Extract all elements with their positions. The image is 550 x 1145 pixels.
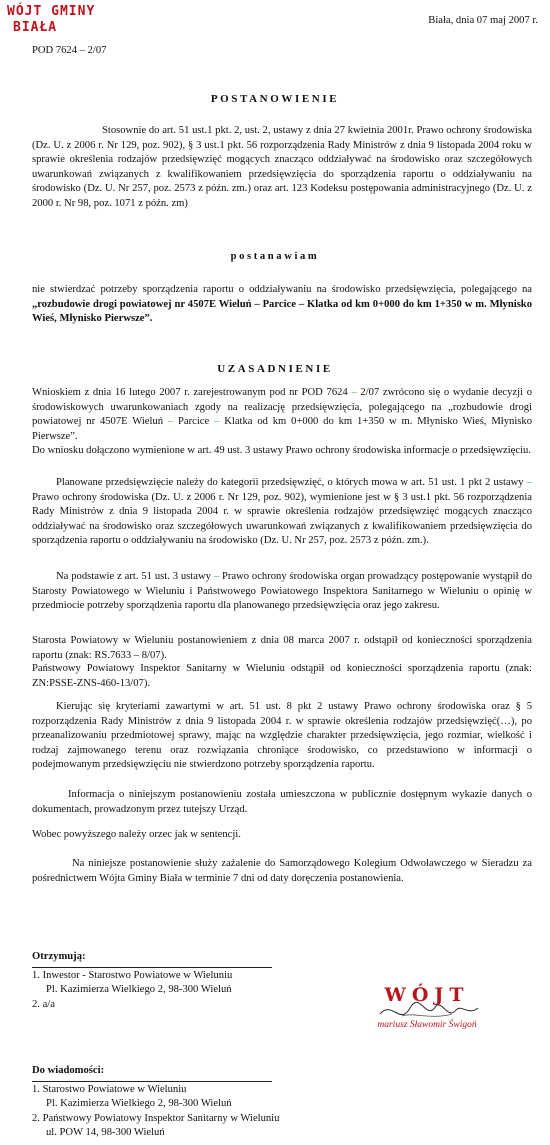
info-recipient-line: Pl. Kazimierza Wielkiego 2, 98-300 Wieluń [46, 1098, 232, 1109]
info-recipients-block [32, 1064, 279, 1141]
info-heading: Do wiadomości: [32, 1065, 105, 1076]
stamp-line-1: WÓJT GMINY [7, 4, 96, 19]
signature-name: mariusz Sławomir Świgoń [377, 1020, 477, 1030]
stamp-line-2: BIAŁA [13, 20, 58, 36]
p4-text-b: Prawo ochrony środowiska organ prowadzący postępowanie wystąpił do Starosty Powiatowego w Wieluniu i Państwowego Powiatowego Inspektora Sanitarnego w Wieluniu o opinię w przedmiocie potrzeby sporządzenia raportu dla planowanego przedsięwzięcia oraz jego zakresu. [32, 571, 532, 611]
document-title: POSTANOWIENIE [210, 93, 340, 105]
legal-basis-paragraph: Stosownie do art. 51 ust.1 pkt. 2, ust. 2, ustawy z dnia 27 kwietnia 2001r. Prawo ochrony środowiska (Dz. U. z 2006 r. Nr 129, poz. 902), § 3 ust.1 pkt. 56 rozporządzenia Rady Ministrów z dnia 9 listopada 2004 roku w sprawie określenia rodzajów przedsięwzięć mogących znacząco oddziaływać na środowisko oraz szczegółowych uwarunkowań związanych z kwalifikowaniem przedsięwzięcia do sporządzenia raportu o oddziaływaniu na środowisko (Dz. U. Nr 257, poz. 2573 z późn. zm.) oraz art. 123 Kodeksu postępowania administracyjnego (Dz. U. z 2000 r. Nr 98, poz. 1071 z późn. zm) [32, 125, 532, 209]
justification-paragraph-7: Kierując się kryteriami zawartymi w art. 51 ust. 8 pkt 2 ustawy Prawo ochrony środowiska oraz § 5 rozporządzenia Rady Ministrów z dnia 9 listopada 2004 r. w sprawie określenia rodzajów przedsięwzięć(…), po przeanalizowaniu przedmiotowej sprawy, mając na względzie charakter przedsięwzięcia, jego rozmiar, wielkość i rodzaj zajmowanego terenu oraz rozwiązania chroniące środowisko, co przedstawiono w informacji o podejmowanym przedsięwzięciu nie stwierdzono potrzeby sporządzenia raportu. [32, 701, 532, 770]
p1-dash: – [167, 416, 174, 427]
p1-text-c: Parcice [173, 416, 215, 427]
p3-dash: – [526, 477, 532, 488]
p1-dash: – [214, 416, 220, 427]
p4-dash: – [213, 571, 220, 582]
justification-paragraph-2: Do wniosku dołączono wymienione w art. 49 ust. 3 ustawy Prawo ochrony środowiska informacje o przedsięwzięciu. [32, 445, 531, 456]
p1-text-b: 2/07 zwrócono się o wydanie decyzji o środowiskowych uwarunkowaniach zgody na realizację przedsięwzięcia, polegającego na „rozbudowie drogi powiatowej nr 4507E Wieluń [32, 387, 532, 427]
justification-heading: UZASADNIENIE [217, 363, 333, 375]
signature-stamp [352, 982, 502, 1032]
appeal-paragraph: Na niniejsze postanowienie służy zażalenie do Samorządowego Kolegium Odwoławczego w Sieradzu za pośrednictwem Wójta Gminy Biała w terminie 7 dni od daty doręczenia postanowienia. [32, 858, 532, 884]
recipients-block [32, 950, 232, 1012]
info-recipient-line: 1. Starostwo Powiatowe w Wieluniu [32, 1083, 187, 1095]
justification-paragraph-9: Wobec powyższego należy orzec jak w sentencji. [32, 829, 241, 840]
decision-project-name: „rozbudowie drogi powiatowej nr 4507E Wieluń – Parcice – Klatka od km 0+000 do km 1+350 w m. Młynisko Wieś, Młynisko Pierwsze”. [32, 298, 532, 324]
recipients-heading: Otrzymują: [32, 951, 86, 962]
justification-paragraph-1 [32, 386, 532, 444]
p1-text-a: Wnioskiem z dnia 16 lutego 2007 r. zarejestrowanym pod nr POD 7624 [32, 387, 352, 398]
place-date: Biała, dnia 07 maj 2007 r. [428, 15, 538, 26]
justification-paragraph-6: Państwowy Powiatowy Inspektor Sanitarny w Wieluniu odstąpił od konieczności sporządzenia raportu (znak: ZN:PSSE-ZNS-460-13/07). [32, 663, 532, 689]
p4-text-a: Na podstawie z art. 51 ust. 3 ustawy [56, 571, 214, 582]
recipient-line: Pl. Kazimierza Wielkiego 2, 98-300 Wieluń [46, 984, 232, 995]
p1-dash: – [351, 387, 357, 398]
p1-text-d: Klatka od km 0+000 do km 1+350 w m. Młynisko Wieś, Młynisko Pierwsze”. [32, 416, 532, 442]
decision-paragraph [32, 283, 532, 327]
office-stamp [7, 4, 95, 37]
p3-text-b: Prawo ochrony środowiska (Dz. U. z 2006 r. Nr 129, poz. 902), wymienione jest w § 3 ust.1 pkt. 56 rozporządzenia Rady Ministrów z dnia 9 listopada 2004 r. w sprawie określenia rodzajów przedsięwzięć mogących znacząco oddziaływać na środowisko oraz szczegółowych uwarunkowań związanych z kwalifikowaniem przedsięwzięcia do sporządzenia raportu o oddziaływaniu na środowisko (Dz. U. Nr 257, poz. 2573 z późn. zm.). [32, 491, 532, 546]
p3-text-a: Planowane przedsięwzięcie należy do kategorii przedsięwzięć, o których mowa w art. 51 ust. 1 pkt 2 ustawy [56, 477, 527, 488]
justification-paragraph-5: Starosta Powiatowy w Wieluniu postanowieniem z dnia 08 marca 2007 r. odstąpił od konieczności sporządzenia raportu (znak: RS.7633 – 8/07). [32, 635, 532, 661]
justification-paragraph-3 [32, 476, 532, 549]
justification-paragraph-4 [32, 570, 532, 614]
recipient-line: 1. Inwestor - Starostwo Powiatowe w Wieluniu [32, 969, 233, 981]
decision-heading: postanawiam [230, 251, 320, 262]
document-number: POD 7624 – 2/07 [32, 45, 107, 56]
justification-paragraph-8: Informacja o niniejszym postanowieniu została umieszczona w publicznie dostępnym wykazie danych o dokumentach, prowadzonym przez tutejszy Urząd. [32, 789, 532, 815]
signature-title: WÓJT [384, 984, 470, 1006]
recipient-line: 2. a/a [32, 998, 55, 1010]
info-recipient-line: ul. POW 14, 98-300 Wieluń [46, 1127, 165, 1138]
decision-text: nie stwierdzać potrzeby sporządzenia raportu o oddziaływaniu na środowisko przedsięwzięcia, polegającego na [32, 284, 532, 295]
info-recipient-line: 2. Państwowy Powiatowy Inspektor Sanitarny w Wieluniu [32, 1112, 280, 1124]
